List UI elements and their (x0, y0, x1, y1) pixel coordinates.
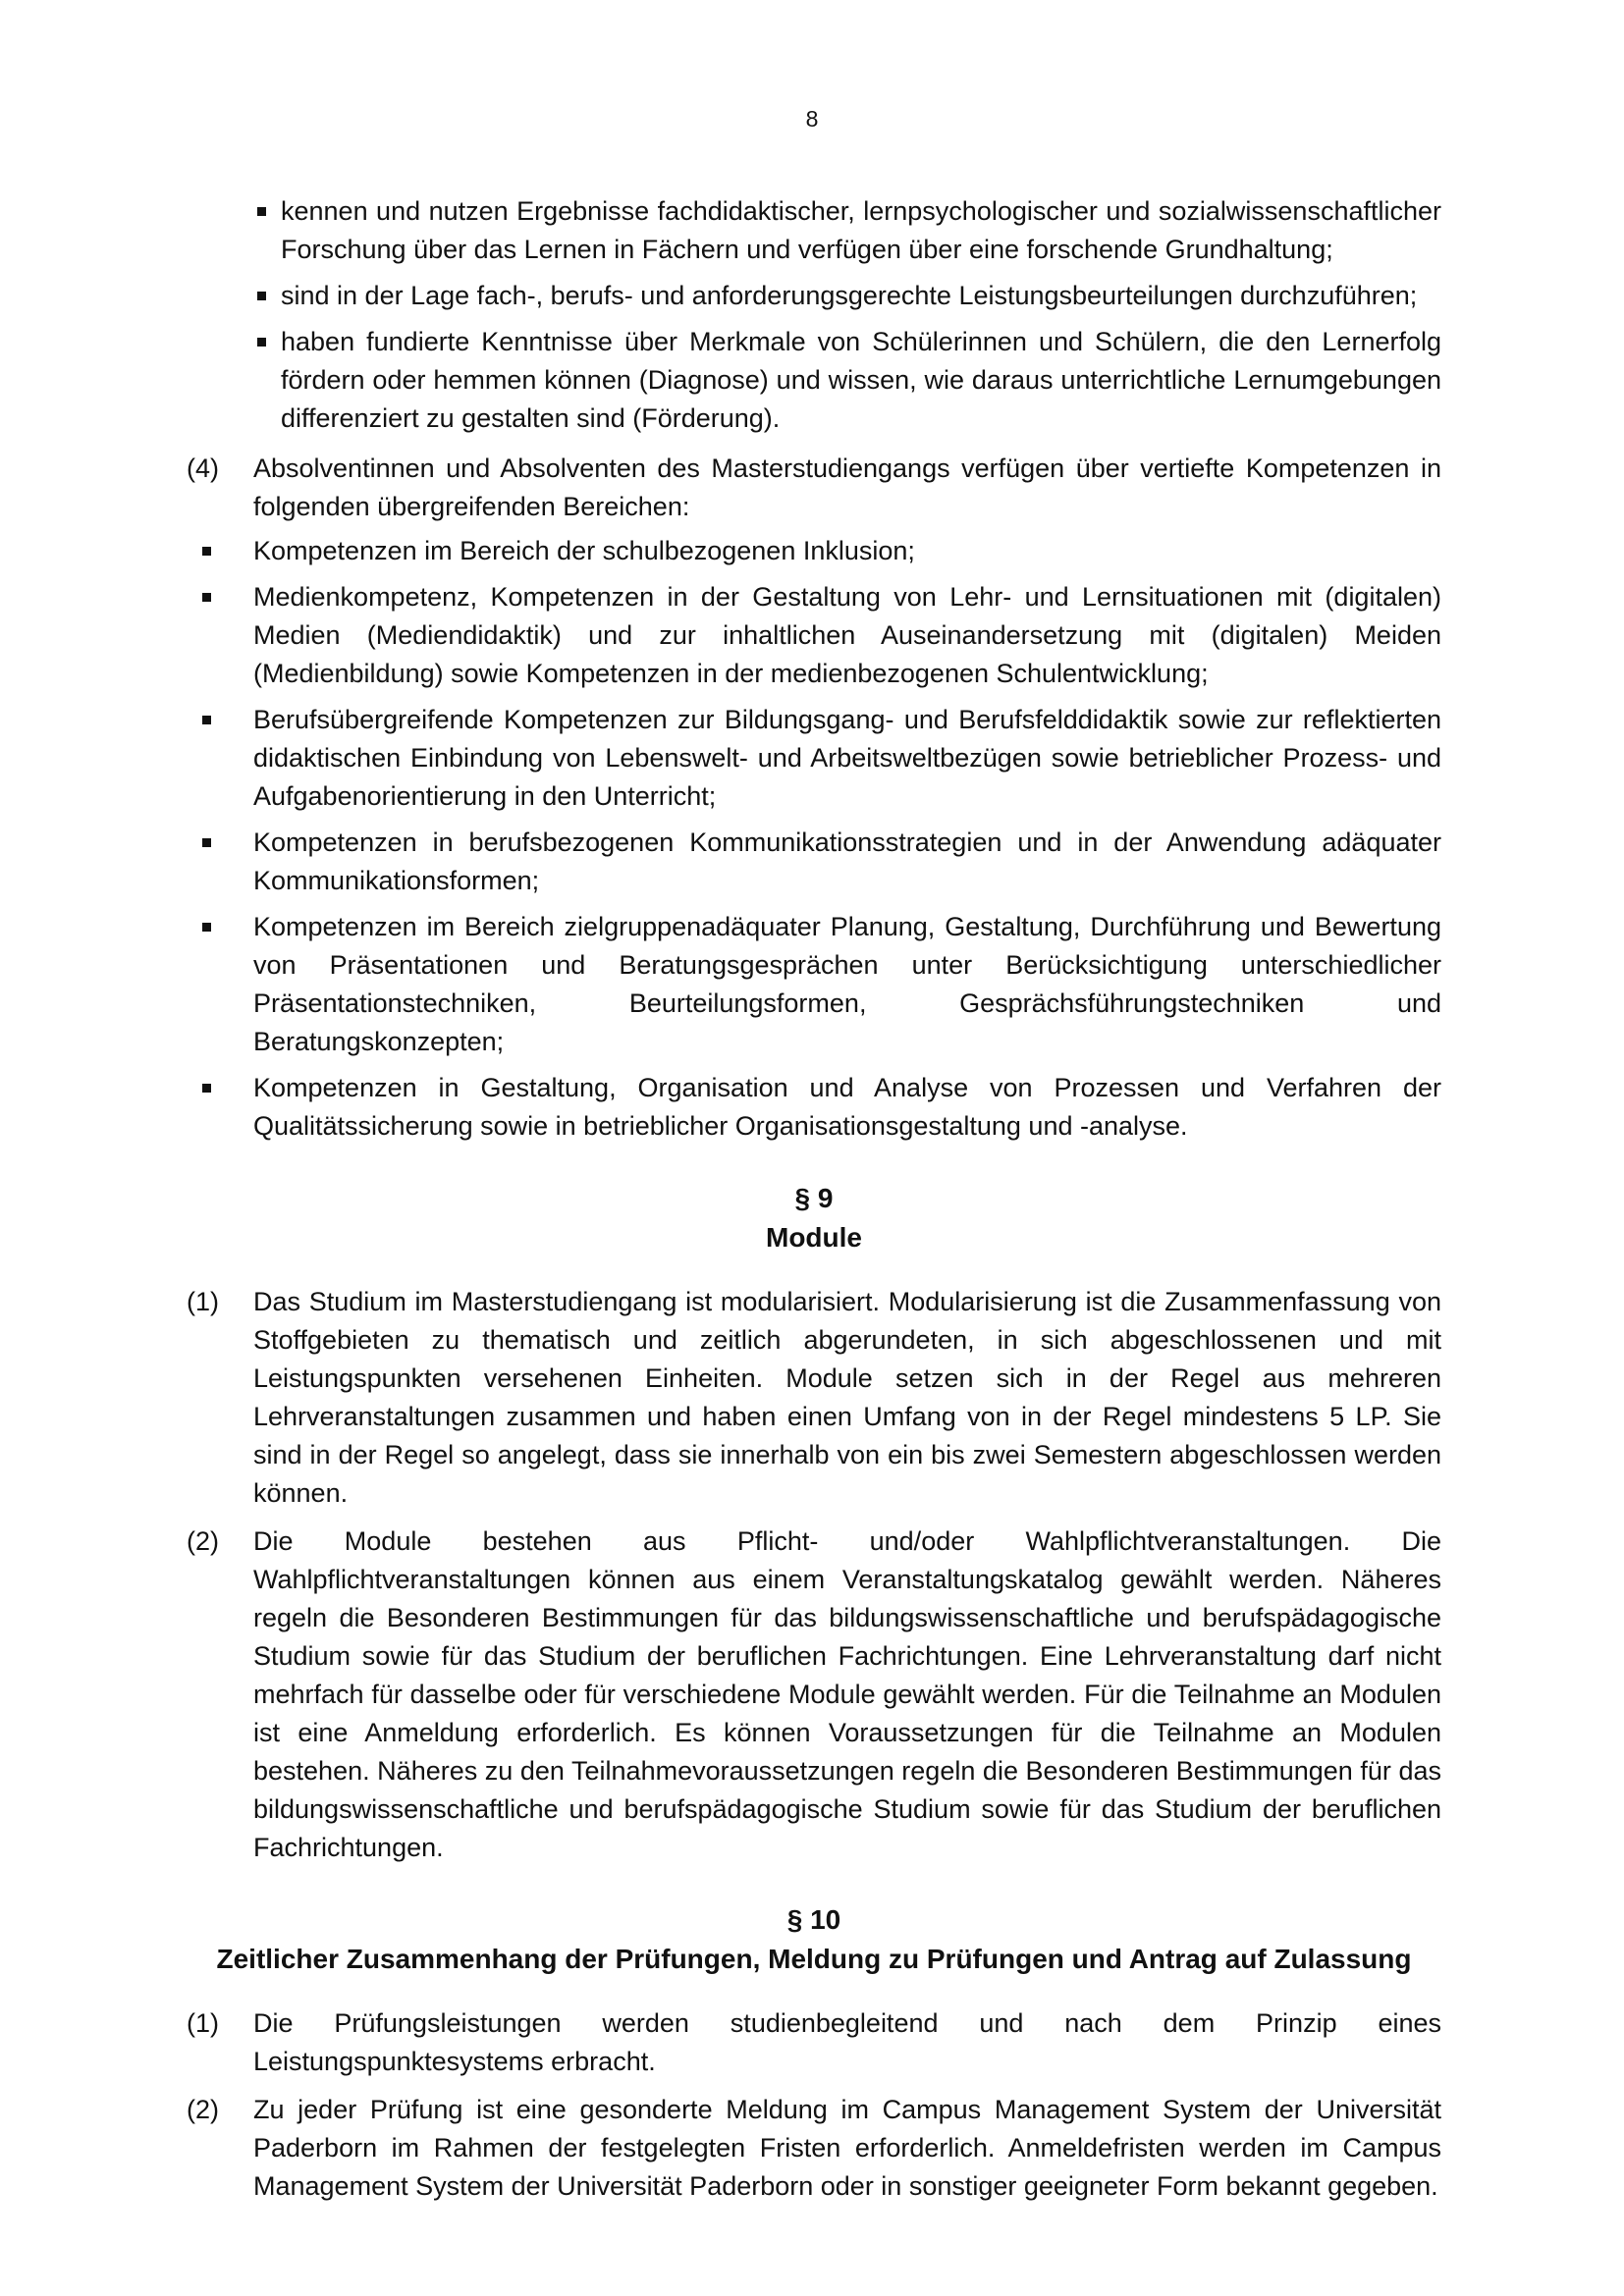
page-number: 8 (805, 106, 819, 132)
paragraph-number: (2) (187, 2095, 219, 2124)
section-10-heading (187, 1900, 1441, 1979)
bullet-square-icon (202, 1084, 211, 1093)
list-item: Kompetenzen in Gestaltung, Organisation und Analyse von Prozessen und Verfahren der Qualitätssicherung sowie in betrieblicher Organisationsgestaltung und -analyse. (187, 1069, 1441, 1146)
paragraph-text: Das Studium im Masterstudiengang ist modularisiert. Modularisierung ist die Zusammenfassung von Stoffgebieten zu thematisch und zeitlich abgerundeten, in sich abgeschlossenen und mit Leistungspunkten versehenen Einheiten. Module setzen sich in der Regel aus mehreren Lehrveranstaltungen zusammen und haben einen Umfang von in der Regel mindestens 5 LP. Sie sind in der Regel so angelegt, dass sie innerhalb von ein bis zwei Semestern abgeschlossen werden können. (253, 1287, 1441, 1508)
bullet-square-icon (257, 338, 266, 347)
list-item: Medienkompetenz, Kompetenzen in der Gestaltung von Lehr- und Lernsituationen mit (digitalen) Medien (Mediendidaktik) und zur inhaltlichen Auseinandersetzung mit (digitalen) Meiden (Medienbildung) sowie Kompetenzen in der medienbezogenen Schulentwicklung; (187, 578, 1441, 693)
paragraph-text: Absolventinnen und Absolventen des Masterstudiengangs verfügen über vertiefte Kompetenzen in folgenden übergreifenden Bereichen: (253, 454, 1441, 521)
section-10-paragraph-1 (187, 2004, 1441, 2081)
paragraph-number: (2) (187, 1526, 219, 1556)
section-title: Zeitlicher Zusammenhang der Prüfungen, Meldung zu Prüfungen und Antrag auf Zulassung (216, 1944, 1412, 1974)
list-item: Kompetenzen in berufsbezogenen Kommunikationsstrategien und in der Anwendung adäquater Kommunikationsformen; (187, 824, 1441, 900)
competence-bullet-list (187, 532, 1441, 1146)
paragraph-number: (1) (187, 2008, 219, 2038)
list-item: Kompetenzen im Bereich zielgruppenadäquater Planung, Gestaltung, Durchführung und Bewertung von Präsentationen und Beratungsgesprächen unter Berücksichtigung unterschiedlicher Präsentationstechniken, Beurteilungsformen, Gesprächsführungstechniken und Beratungskonzepten; (187, 908, 1441, 1061)
list-item: Berufsübergreifende Kompetenzen zur Bildungsgang- und Berufsfelddidaktik sowie zur reflektierten didaktischen Einbindung von Lebenswelt- und Arbeitsweltbezügen sowie betrieblicher Prozess- und Aufgabenorientierung in den Unterricht; (187, 701, 1441, 816)
continued-bullet-list (257, 192, 1441, 438)
section-number: § 9 (794, 1183, 834, 1213)
list-item: kennen und nutzen Ergebnisse fachdidaktischer, lernpsychologischer und sozialwissenschaftlicher Forschung über das Lernen in Fächern und verfügen über eine forschende Grundhaltung; (257, 192, 1441, 269)
bullet-square-icon (202, 716, 211, 724)
section-title: Module (766, 1222, 862, 1253)
paragraph-number: (4) (187, 454, 219, 483)
bullet-square-icon (257, 207, 266, 216)
section-9-heading (187, 1179, 1441, 1257)
bullet-square-icon (257, 292, 266, 300)
section-9-paragraph-1 (187, 1283, 1441, 1513)
bullet-square-icon (202, 593, 211, 602)
section-10-paragraph-2 (187, 2091, 1441, 2206)
section-9-paragraph-2 (187, 1522, 1441, 1867)
bullet-square-icon (202, 838, 211, 847)
paragraph-number: (1) (187, 1287, 219, 1316)
section-number: § 10 (786, 1904, 841, 1935)
paragraph-4 (187, 450, 1441, 526)
bullet-square-icon (202, 923, 211, 932)
list-item: haben fundierte Kenntnisse über Merkmale von Schülerinnen und Schülern, die den Lernerfolg fördern oder hemmen können (Diagnose) und wissen, wie daraus unterrichtliche Lernumgebungen differenziert zu gestalten sind (Förderung). (257, 323, 1441, 438)
list-item: sind in der Lage fach-, berufs- und anforderungsgerechte Leistungsbeurteilungen durchzuführen; (257, 277, 1441, 315)
bullet-square-icon (202, 547, 211, 556)
paragraph-text: Die Prüfungsleistungen werden studienbegleitend und nach dem Prinzip eines Leistungspunktesystems erbracht. (253, 2008, 1441, 2076)
paragraph-text: Zu jeder Prüfung ist eine gesonderte Meldung im Campus Management System der Universität Paderborn im Rahmen der festgelegten Fristen erforderlich. Anmeldefristen werden im Campus Management System der Universität Paderborn oder in sonstiger geeigneter Form bekannt gegeben. (253, 2095, 1441, 2201)
paragraph-text: Die Module bestehen aus Pflicht- und/oder Wahlpflichtveranstaltungen. Die Wahlpflichtveranstaltungen können aus einem Veranstaltungskatalog gewählt werden. Näheres regeln die Besonderen Bestimmungen für das bildungswissenschaftliche und berufspädagogische Studium sowie für das Studium der beruflichen Fachrichtungen. Eine Lehrveranstaltung darf nicht mehrfach für dasselbe oder für verschiedene Module gewählt werden. Für die Teilnahme an Modulen ist eine Anmeldung erforderlich. Es können Voraussetzungen für die Teilnahme an Modulen bestehen. Näheres zu den Teilnahmevoraussetzungen regeln die Besonderen Bestimmungen für das bildungswissenschaftliche und berufspädagogische Studium sowie für das Studium der beruflichen Fachrichtungen. (253, 1526, 1441, 1862)
list-item: Kompetenzen im Bereich der schulbezogenen Inklusion; (187, 532, 1441, 570)
document-body (187, 192, 1441, 2216)
